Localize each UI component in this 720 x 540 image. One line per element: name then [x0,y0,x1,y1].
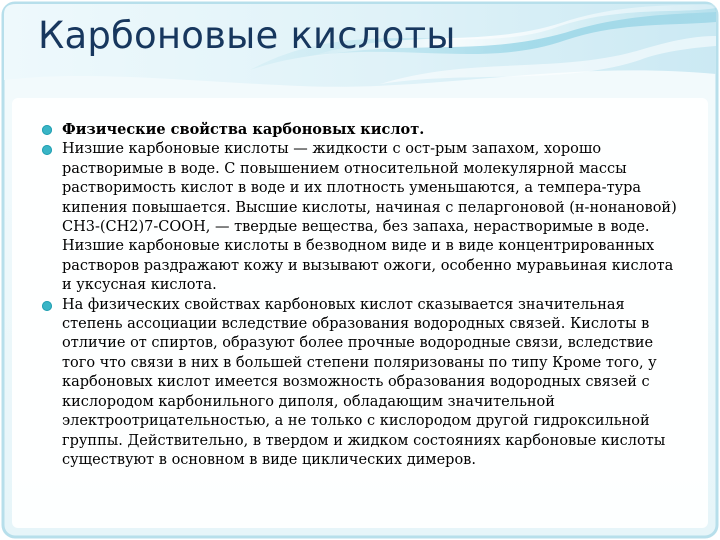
bullet-icon [42,301,52,311]
bullet-item [40,120,680,140]
bullet-item [40,140,680,295]
bullet-text: На физических свойствах карбоновых кислот сказывается значительная степень ассоциации вследствие образования водородных связей. Кислоты в отличие от спиртов, образуют более прочные водородные связи, вследствие того что связи в них в большей степени поляризованы по типу Кроме того, у карбоновых кислот имеется возможность образования водородных связей с кислородом карбонильного диполя, обладающим значительной электроотрицательностью, а не только с кислородом другой гидроксильной группы. Действительно, в твердом и жидком состояниях карбоновые кислоты существуют в основном в виде циклических димеров. [62,296,666,468]
bullet-icon [42,125,52,135]
bullet-icon [42,145,52,155]
slide-title: Карбоновые кислоты [38,14,456,57]
bullet-item [40,296,680,471]
bullet-text: Физические свойства карбоновых кислот. [62,121,425,138]
bullet-text: Низшие карбоновые кислоты — жидкости с ост-рым запахом, хорошо растворимые в воде. С повышением относительной молекулярной массы растворимость кислот в воде и их плотность уменьшаются, а темпера-тура кипения повышается. Высшие кислоты, начиная с пеларгоновой (н-нонановой) СН3-(СН2)7-СООН, — твердые вещества, без запаха, нерастворимые в воде. Низшие карбоновые кислоты в безводном виде и в виде концентрированных растворов раздражают кожу и вызывают ожоги, особенно муравьиная кислота и уксусная кислота. [62,141,677,294]
bullet-list [40,120,680,470]
